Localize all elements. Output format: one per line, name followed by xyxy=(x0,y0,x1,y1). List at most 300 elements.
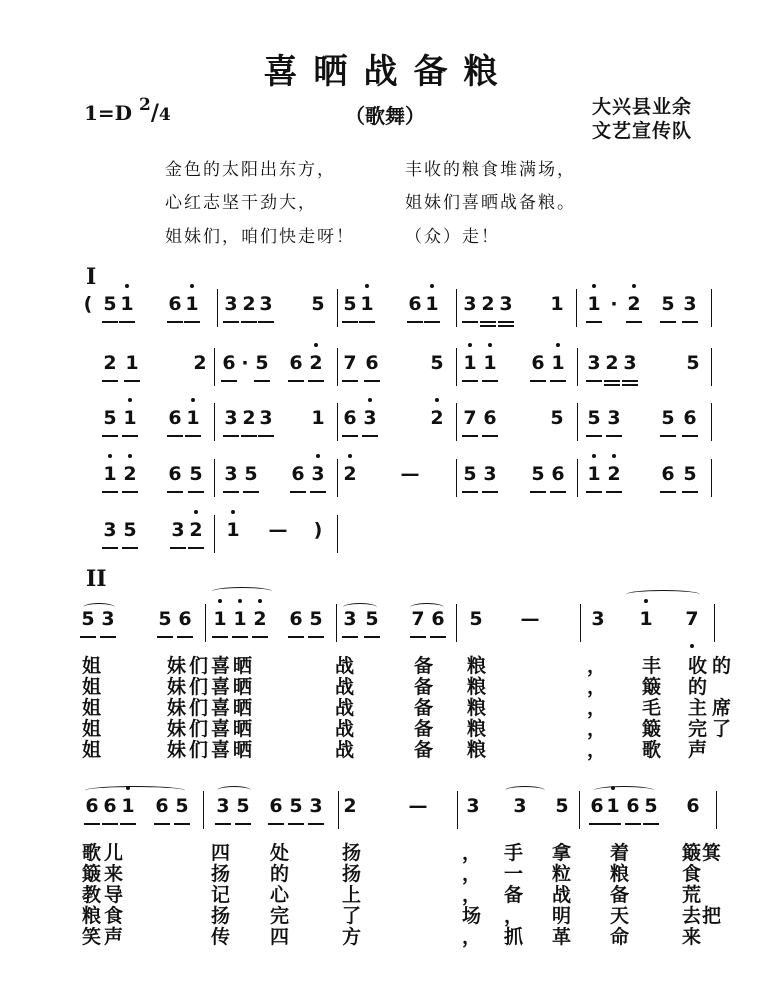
note: 5 xyxy=(550,407,564,429)
note: ) xyxy=(313,519,323,541)
beam xyxy=(102,435,118,437)
note: 5 xyxy=(309,608,323,630)
note: 3 xyxy=(171,519,185,541)
lyric-char: 扬 xyxy=(211,863,231,885)
lyric-char: ， xyxy=(587,655,607,677)
beam xyxy=(550,380,566,382)
lyric-char: 粮 xyxy=(467,697,487,719)
barline xyxy=(456,459,457,497)
note: — xyxy=(400,463,420,485)
lyric-char: 儿 xyxy=(104,842,124,864)
lyric-char: 战 xyxy=(335,718,355,740)
lyric-char: 晒 xyxy=(233,697,253,719)
beam xyxy=(308,823,324,825)
barline xyxy=(576,289,577,327)
beam xyxy=(102,547,118,549)
key-signature: 1=D $^2$/4 xyxy=(84,95,171,126)
lyric-char: 歌 xyxy=(642,739,662,761)
note: 3 xyxy=(463,293,477,315)
beam xyxy=(462,491,478,493)
lyric-char: 把 xyxy=(702,905,722,927)
note: 3 xyxy=(483,463,497,485)
octave-dot xyxy=(238,599,242,603)
note: 6 xyxy=(289,352,303,374)
slur xyxy=(505,786,545,795)
lyric-char: 簸 xyxy=(642,718,662,740)
octave-dot xyxy=(128,454,132,458)
note: 3 xyxy=(103,519,117,541)
subtitle: （歌舞） xyxy=(345,104,425,128)
note: 1 xyxy=(587,463,601,485)
slur xyxy=(343,603,377,612)
lyric-char: 食 xyxy=(104,905,124,927)
lyric-char: 着 xyxy=(610,842,630,864)
octave-dot xyxy=(194,510,198,514)
beam xyxy=(498,325,514,327)
lyric-char: 们 xyxy=(189,655,209,677)
note: 1 xyxy=(483,352,497,374)
note: 2 xyxy=(343,463,357,485)
note: 2 xyxy=(605,352,619,374)
barline xyxy=(336,604,337,642)
note: 6 xyxy=(291,463,305,485)
lyric-char: 四 xyxy=(211,842,231,864)
beam xyxy=(258,321,274,323)
beam xyxy=(268,823,284,825)
beam xyxy=(308,380,324,382)
lyric-char: 革 xyxy=(552,926,572,948)
barline xyxy=(456,348,457,386)
octave-dot xyxy=(108,454,112,458)
note: 5 xyxy=(683,463,697,485)
beam xyxy=(258,435,274,437)
note: — xyxy=(408,795,428,817)
note: 1 xyxy=(311,407,325,429)
octave-dot xyxy=(218,599,222,603)
note: 6 xyxy=(483,407,497,429)
beam xyxy=(167,321,183,323)
note: 5 xyxy=(430,352,444,374)
octave-dot xyxy=(435,398,439,402)
lyric-char: ， xyxy=(587,697,607,719)
note: 5 xyxy=(244,463,258,485)
beam xyxy=(184,321,200,323)
lyric-char: 喜 xyxy=(211,655,231,677)
note: 5 xyxy=(365,608,379,630)
beam xyxy=(482,380,498,382)
barline xyxy=(214,403,215,441)
lyric-char: 导 xyxy=(104,884,124,906)
beam xyxy=(235,823,251,825)
note: 3 xyxy=(259,293,273,315)
beam xyxy=(243,491,259,493)
beam xyxy=(241,435,257,437)
lyric-char: 荒 xyxy=(682,884,702,906)
lyric-char: 粮 xyxy=(467,676,487,698)
beam xyxy=(604,384,620,386)
octave-dot xyxy=(690,644,694,648)
note: 1 xyxy=(463,352,477,374)
lyric-char: 一 xyxy=(504,863,524,885)
note: 2 xyxy=(242,407,256,429)
slur xyxy=(217,786,251,795)
barline xyxy=(579,791,580,829)
note: 7 xyxy=(463,407,477,429)
note: 2 xyxy=(607,463,621,485)
beam xyxy=(660,321,676,323)
beam xyxy=(288,380,304,382)
note: 1 xyxy=(551,352,565,374)
beam xyxy=(362,435,378,437)
beam xyxy=(606,435,622,437)
lyric-char: 备 xyxy=(504,884,524,906)
note: 3 xyxy=(591,608,605,630)
beam xyxy=(241,321,257,323)
lyric-char: 场 xyxy=(462,905,482,927)
octave-dot xyxy=(430,284,434,288)
lyric-char: 妹 xyxy=(167,739,187,761)
lyric-char: 簸 xyxy=(682,842,702,864)
beam xyxy=(604,380,620,382)
beam xyxy=(407,321,423,323)
beam xyxy=(223,435,239,437)
barline xyxy=(577,459,578,497)
beam xyxy=(462,435,478,437)
note: 5 xyxy=(469,608,483,630)
slur xyxy=(626,590,700,599)
lyric-char: 姐 xyxy=(82,718,102,740)
lyric-char: 喜 xyxy=(211,676,231,698)
lyric-char: 姐 xyxy=(82,655,102,677)
beam xyxy=(625,823,641,825)
section-1-label: I xyxy=(86,264,97,290)
octave-dot xyxy=(258,599,262,603)
note: 6 xyxy=(222,352,236,374)
barline xyxy=(214,348,215,386)
note: 6 xyxy=(178,608,192,630)
lyric-char: 箕 xyxy=(702,842,722,864)
beam xyxy=(430,636,446,638)
lyric-char: ， xyxy=(462,884,482,906)
lyric-char: 来 xyxy=(104,863,124,885)
note: 1 xyxy=(233,608,247,630)
note: 1 xyxy=(550,293,564,315)
note: 1 xyxy=(186,407,200,429)
octave-dot xyxy=(231,510,235,514)
beam xyxy=(482,435,498,437)
beam xyxy=(212,636,228,638)
note: 5 xyxy=(311,293,325,315)
note: 1 xyxy=(213,608,227,630)
lyric-char: 妹 xyxy=(167,655,187,677)
barline xyxy=(456,604,457,642)
credit-line-2: 文艺宣传队 xyxy=(592,120,693,142)
note: 1 xyxy=(125,352,139,374)
note: 6 xyxy=(590,795,604,817)
note: 2 xyxy=(103,352,117,374)
beam xyxy=(170,547,186,549)
note: 2 xyxy=(627,293,641,315)
note: 3 xyxy=(499,293,513,315)
note: 1 xyxy=(123,407,137,429)
note: 3 xyxy=(343,608,357,630)
lyric-char: 备 xyxy=(414,697,434,719)
beam xyxy=(586,491,602,493)
lyric-char: 抓 xyxy=(504,926,524,948)
octave-dot xyxy=(592,454,596,458)
note: 2 xyxy=(253,608,267,630)
lyric-char: 手 xyxy=(504,842,524,864)
barline xyxy=(205,604,206,642)
octave-dot xyxy=(365,284,369,288)
beam xyxy=(80,636,96,638)
intro-line-3b: （众）走！ xyxy=(405,227,500,247)
lyric-char: 拿 xyxy=(552,842,572,864)
note: 3 xyxy=(259,407,273,429)
lyric-char: 粮 xyxy=(467,655,487,677)
beam xyxy=(586,435,602,437)
beam xyxy=(342,435,358,437)
lyric-char: 备 xyxy=(414,718,434,740)
lyric-char: 晒 xyxy=(233,718,253,740)
lyric-char: 毛 xyxy=(642,697,662,719)
score-row xyxy=(0,352,777,392)
lyric-char: 粮 xyxy=(82,905,102,927)
lyric-char: ， xyxy=(587,676,607,698)
barline xyxy=(716,791,717,829)
beam xyxy=(232,636,248,638)
note: 6 xyxy=(531,352,545,374)
beam xyxy=(185,435,201,437)
note: 5 xyxy=(189,463,203,485)
beam xyxy=(223,491,239,493)
note: 6 xyxy=(289,608,303,630)
lyric-char: 记 xyxy=(211,884,231,906)
note: 1 xyxy=(425,293,439,315)
beam xyxy=(342,636,358,638)
note: 6 xyxy=(661,463,675,485)
beam xyxy=(682,435,698,437)
beam xyxy=(124,380,140,382)
beam xyxy=(586,321,602,323)
lyric-char: 明 xyxy=(552,905,572,927)
lyric-char: ， xyxy=(587,718,607,740)
beam xyxy=(288,823,304,825)
note: 5 xyxy=(255,352,269,374)
time-denominator: 4 xyxy=(158,105,171,125)
song-title: 喜晒战备粮 xyxy=(263,52,514,92)
note: 3 xyxy=(101,608,115,630)
time-numerator: 2 xyxy=(139,95,151,115)
note: 6 xyxy=(365,352,379,374)
beam xyxy=(290,491,306,493)
beam xyxy=(102,823,118,825)
intro-line-2a: 心红志坚干劲大， xyxy=(165,193,317,213)
octave-dot xyxy=(644,599,648,603)
note: 5 xyxy=(81,608,95,630)
lyric-char: 姐 xyxy=(82,697,102,719)
lyric-char: 簸 xyxy=(642,676,662,698)
lyric-char: 们 xyxy=(189,739,209,761)
note: 7 xyxy=(411,608,425,630)
beam xyxy=(410,636,426,638)
barline xyxy=(457,791,458,829)
lyric-char: 扬 xyxy=(211,905,231,927)
beam xyxy=(100,636,116,638)
lyric-char: 们 xyxy=(189,676,209,698)
note: 5 xyxy=(587,407,601,429)
beam xyxy=(364,380,380,382)
octave-dot xyxy=(128,398,132,402)
intro-line-1b: 丰收的粮食堆满场， xyxy=(405,160,576,180)
lyric-char: 晒 xyxy=(233,676,253,698)
lyric-char: 备 xyxy=(414,655,434,677)
beam xyxy=(252,636,268,638)
note: 5 xyxy=(644,795,658,817)
note: 5 xyxy=(463,463,477,485)
beam xyxy=(154,823,170,825)
note: 3 xyxy=(513,795,527,817)
note: 5 xyxy=(103,293,117,315)
note: 3 xyxy=(224,463,238,485)
note: 2 xyxy=(193,352,207,374)
lyric-char: 席 xyxy=(712,697,732,719)
slur xyxy=(85,786,185,795)
lyric-char: 扬 xyxy=(342,863,362,885)
beam xyxy=(120,823,136,825)
lyric-char: ， xyxy=(462,842,482,864)
beam xyxy=(626,321,642,323)
note: 6 xyxy=(103,795,117,817)
lyric-char: 晒 xyxy=(233,739,253,761)
intro-line-3a: 姐妹们，咱们快走呀！ xyxy=(165,227,355,247)
beam xyxy=(682,491,698,493)
barline xyxy=(714,604,715,642)
beam xyxy=(221,380,237,382)
barline xyxy=(337,459,338,497)
beam xyxy=(342,380,358,382)
lyric-char: 簸 xyxy=(82,863,102,885)
beam xyxy=(606,491,622,493)
beam xyxy=(660,491,676,493)
beam xyxy=(586,380,602,382)
beam xyxy=(589,823,605,825)
beam xyxy=(174,823,190,825)
note: 2 xyxy=(309,352,323,374)
note: 2 xyxy=(123,463,137,485)
barline xyxy=(337,403,338,441)
slur xyxy=(410,603,444,612)
note: 5 xyxy=(555,795,569,817)
slur xyxy=(594,786,654,795)
lyric-char: 晒 xyxy=(233,655,253,677)
note: 6 xyxy=(408,293,422,315)
note: 6 xyxy=(155,795,169,817)
note: 3 xyxy=(607,407,621,429)
note: — xyxy=(268,519,288,541)
lyric-char: 声 xyxy=(688,739,708,761)
lyric-char: 方 xyxy=(342,926,362,948)
note: 5 xyxy=(289,795,303,817)
octave-dot xyxy=(488,343,492,347)
lyric-char: 们 xyxy=(189,718,209,740)
lyric-char: 妹 xyxy=(167,676,187,698)
note: 6 xyxy=(626,795,640,817)
note: · xyxy=(241,352,249,374)
barline xyxy=(711,289,712,327)
note: 2 xyxy=(481,293,495,315)
octave-dot xyxy=(612,454,616,458)
lyric-char: 备 xyxy=(610,884,630,906)
note: 1 xyxy=(185,293,199,315)
beam xyxy=(498,321,514,323)
lyric-char: 处 xyxy=(270,842,290,864)
note: 3 xyxy=(466,795,480,817)
note: 1 xyxy=(360,293,374,315)
beam xyxy=(254,380,270,382)
note: 6 xyxy=(168,463,182,485)
note: 5 xyxy=(661,407,675,429)
score-row xyxy=(0,293,777,333)
beam xyxy=(308,636,324,638)
barline xyxy=(337,348,338,386)
note: 6 xyxy=(551,463,565,485)
lyric-char: 收 xyxy=(688,655,708,677)
beam xyxy=(177,636,193,638)
note: 1 xyxy=(606,795,620,817)
beam xyxy=(157,636,173,638)
lyric-char: 声 xyxy=(104,926,124,948)
octave-dot xyxy=(314,343,318,347)
note: 3 xyxy=(587,352,601,374)
note: 5 xyxy=(343,293,357,315)
note: 6 xyxy=(168,407,182,429)
octave-dot xyxy=(125,284,129,288)
note: 5 xyxy=(531,463,545,485)
barline xyxy=(217,289,218,327)
note: — xyxy=(520,608,540,630)
beam xyxy=(660,435,676,437)
lyric-char: 歌 xyxy=(82,842,102,864)
beam xyxy=(167,435,183,437)
note: 1 xyxy=(103,463,117,485)
octave-dot xyxy=(316,454,320,458)
lyric-char: 食 xyxy=(682,863,702,885)
beam xyxy=(622,380,638,382)
note: · xyxy=(610,293,618,315)
note: 2 xyxy=(430,407,444,429)
beam xyxy=(215,823,231,825)
beam xyxy=(102,321,118,323)
score-row xyxy=(0,608,777,648)
section-2-label: II xyxy=(86,566,107,592)
lyric-char: 战 xyxy=(552,884,572,906)
octave-dot xyxy=(348,454,352,458)
beam xyxy=(605,823,621,825)
beam xyxy=(102,380,118,382)
octave-dot xyxy=(592,284,596,288)
score-row xyxy=(0,795,777,835)
beam xyxy=(424,321,440,323)
lyric-char: 粮 xyxy=(610,863,630,885)
note: 1 xyxy=(120,293,134,315)
lyric-char: 四 xyxy=(270,926,290,948)
lyric-char: 了 xyxy=(712,718,732,740)
note: 1 xyxy=(226,519,240,541)
beam xyxy=(530,491,546,493)
slur xyxy=(83,603,115,612)
beam xyxy=(359,321,375,323)
